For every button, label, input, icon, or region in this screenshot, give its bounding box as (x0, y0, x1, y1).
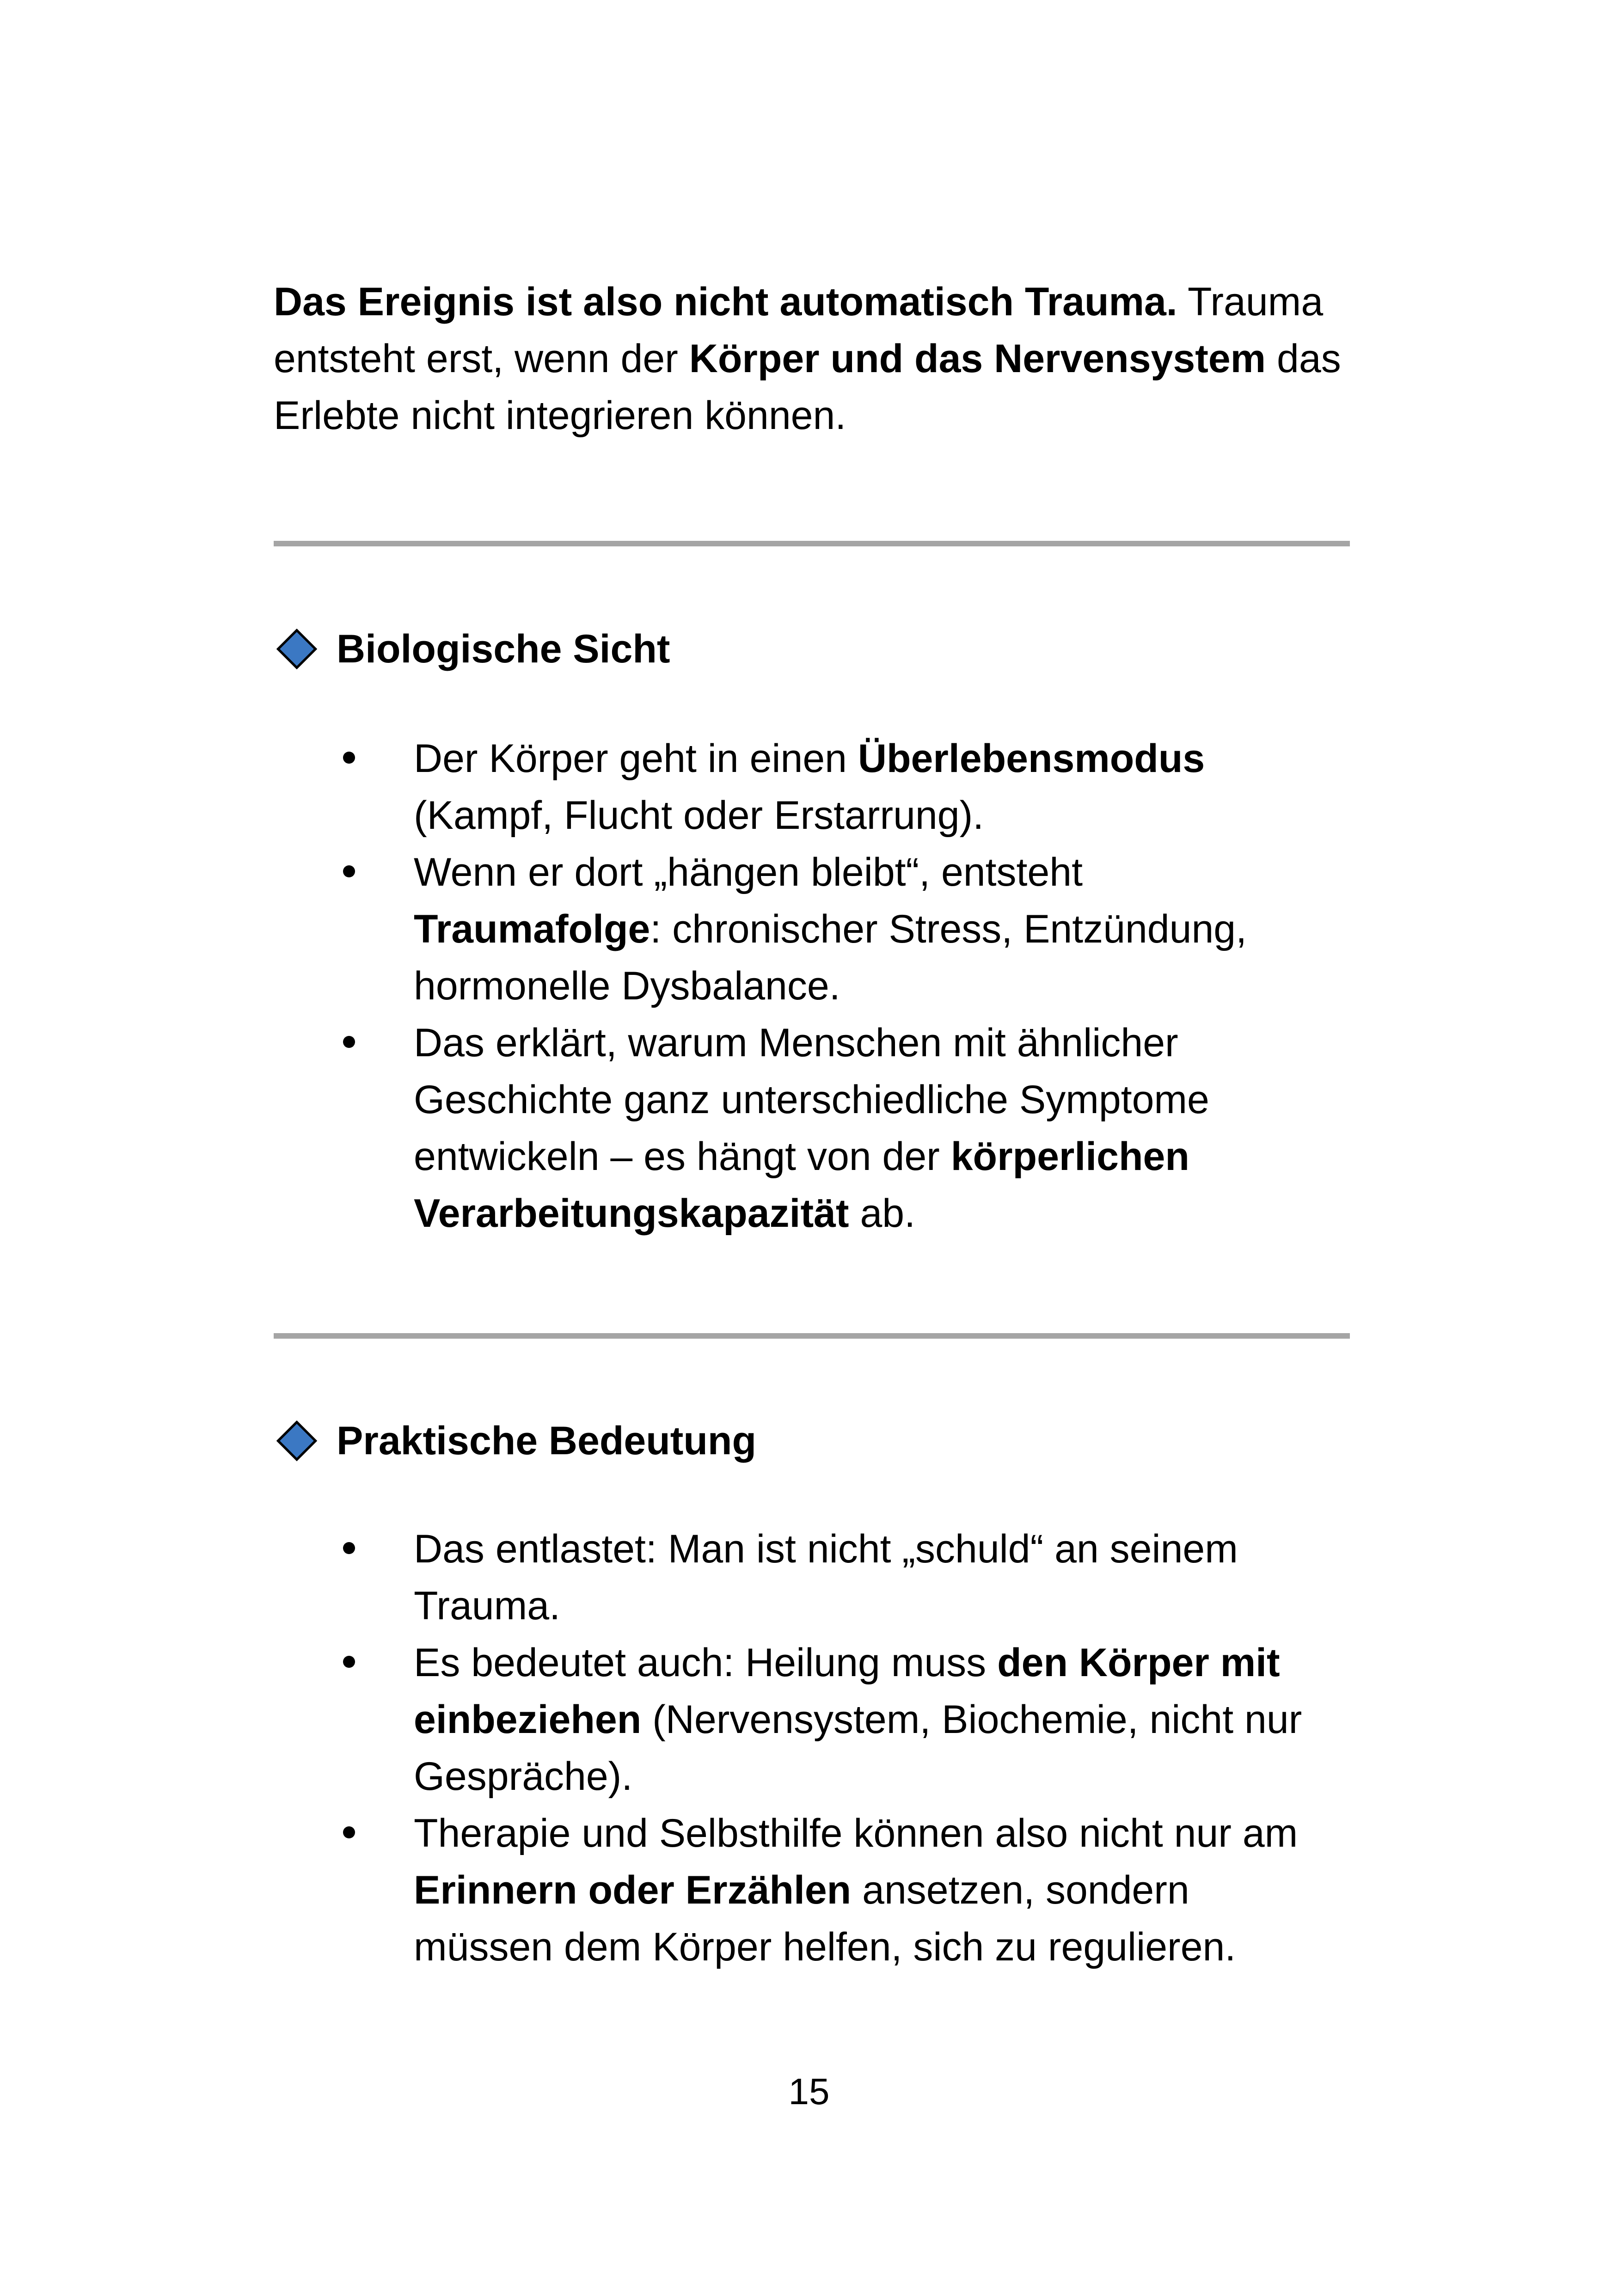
list-item: Das erklärt, warum Menschen mit ähnlicher Geschichte ganz unterschiedliche Symptome entwickeln – es hängt von der körperlichen Verarbeitungskapazität ab. (0, 1015, 1320, 1242)
bullet-list-biologische-sicht (0, 730, 1320, 1242)
list-item: Wenn er dort „hängen bleibt“, entsteht Traumafolge: chronischer Stress, Entzündung, hormonelle Dysbalance. (0, 844, 1320, 1015)
bullet-list-praktische-bedeutung (0, 1521, 1320, 1976)
page-number: 15 (788, 2071, 830, 2112)
section-heading-praktische-bedeutung (276, 1413, 756, 1469)
bullet-icon (343, 1826, 355, 1838)
diamond-icon (276, 1420, 317, 1461)
section-divider (274, 1333, 1350, 1339)
section-heading-biologische-sicht (276, 621, 670, 677)
list-item: Der Körper geht in einen Überlebensmodus (Kampf, Flucht oder Erstarrung). (0, 730, 1320, 844)
intro-text-2: das Erlebte nicht integrieren können. (274, 337, 1341, 438)
diamond-icon (276, 629, 317, 669)
intro-text-1: Trauma entsteht erst, wenn der (274, 280, 1324, 381)
list-item: Therapie und Selbsthilfe können also nicht nur am Erinnern oder Erzählen ansetzen, sondern müssen dem Körper helfen, sich zu regulieren. (0, 1805, 1320, 1976)
intro-bold-1: Körper und das Nervensystem (689, 337, 1266, 381)
list-item: Es bedeutet auch: Heilung muss den Körper mit einbeziehen (Nervensystem, Biochemie, nicht nur Gespräche). (0, 1635, 1320, 1805)
list-item: Das entlastet: Man ist nicht „schuld“ an seinem Trauma. (0, 1521, 1320, 1635)
bullet-icon (343, 1656, 355, 1668)
section-heading-text: Praktische Bedeutung (337, 1419, 756, 1463)
intro-bold-lead: Das Ereignis ist also nicht automatisch Trauma. (274, 280, 1177, 324)
bullet-icon (343, 1542, 355, 1554)
intro-paragraph (274, 274, 1365, 444)
bullet-icon (343, 865, 355, 877)
section-divider (274, 541, 1350, 546)
bullet-icon (343, 1036, 355, 1048)
bullet-icon (343, 752, 355, 764)
section-heading-text: Biologische Sicht (337, 627, 670, 671)
